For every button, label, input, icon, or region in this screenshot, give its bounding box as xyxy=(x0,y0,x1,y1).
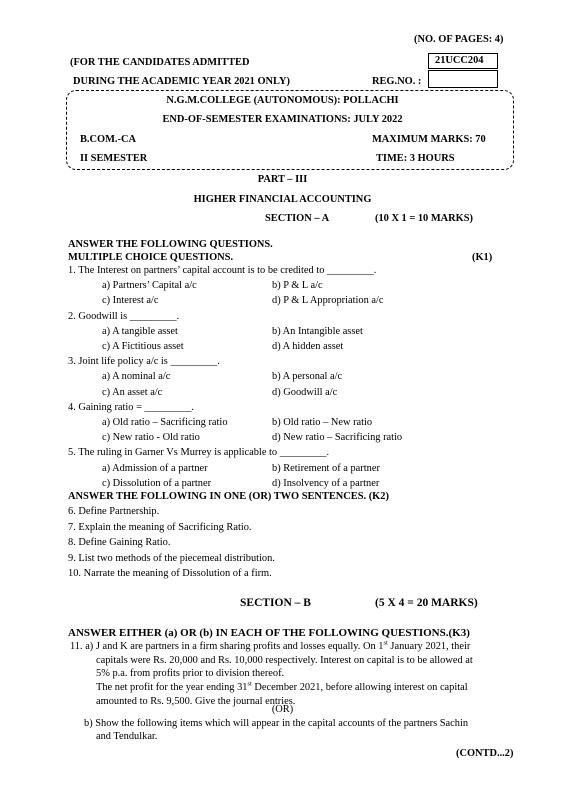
max-marks: MAXIMUM MARKS: 70 xyxy=(372,134,486,145)
mcq-5-option-d: d) Insolvency of a partner xyxy=(272,477,380,489)
candidates-line-2: DURING THE ACADEMIC YEAR 2021 ONLY) xyxy=(73,76,290,87)
section-b-instruction: ANSWER EITHER (a) OR (b) IN EACH OF THE FOLLOWING QUESTIONS.(K3) xyxy=(68,627,470,639)
course-name: B.COM.-CA xyxy=(80,134,136,145)
mcq-5-option-c: c) Dissolution of a partner xyxy=(102,477,212,489)
section-a-instruction: ANSWER THE FOLLOWING QUESTIONS. xyxy=(68,239,273,250)
mcq-question-2: 2. Goodwill is _________. xyxy=(68,310,180,322)
semester: II SEMESTER xyxy=(80,153,148,164)
mcq-2-option-c: c) A Fictitious asset xyxy=(102,341,184,352)
k1-level: (K1) xyxy=(472,252,493,263)
q11a-line-3: 5% p.a. from profits prior to division thereof. xyxy=(96,668,285,679)
continued-note: (CONTD...2) xyxy=(456,748,514,759)
q11b-line-1: b) Show the following items which will appear in the capital accounts of the partners Sachin xyxy=(84,718,469,729)
mcq-2-option-a: a) A tangible asset xyxy=(102,325,178,337)
short-question-8: 8. Define Gaining Ratio. xyxy=(68,537,171,548)
q11a-line-1: 11. a) J and K are partners in a firm sharing profits and losses equally. On 1st January 2021, their xyxy=(70,639,471,652)
mcq-question-1: 1. The Interest on partners’ capital account is to be credited to _________. xyxy=(68,265,377,276)
short-question-9: 9. List two methods of the piecemeal distribution. xyxy=(68,552,275,564)
course-code-box xyxy=(428,53,498,69)
time: TIME: 3 HOURS xyxy=(376,153,455,164)
page-count: (NO. OF PAGES: 4) xyxy=(414,34,504,45)
mcq-question-3: 3. Joint life policy a/c is _________. xyxy=(68,356,220,368)
mcq-question-5: 5. The ruling in Garner Vs Murrey is applicable to _________. xyxy=(68,447,330,459)
mcq-1-option-a: a) Partners’ Capital a/c xyxy=(102,280,197,292)
short-question-7: 7. Explain the meaning of Sacrificing Ratio. xyxy=(68,521,252,533)
mcq-3-option-d: d) Goodwill a/c xyxy=(272,386,338,398)
mcq-heading: MULTIPLE CHOICE QUESTIONS. xyxy=(68,252,234,263)
q11b-line-2: and Tendulkar. xyxy=(96,731,158,742)
candidates-line-1: (FOR THE CANDIDATES ADMITTED xyxy=(70,57,250,68)
q11a-line-5: amounted to Rs. 9,500. Give the journal entries. xyxy=(96,696,296,707)
section-b-title: SECTION – B xyxy=(240,597,311,609)
mcq-3-option-a: a) A nominal a/c xyxy=(102,371,171,383)
mcq-2-option-b: b) An Intangible asset xyxy=(272,325,363,337)
or-separator: (OR) xyxy=(271,704,294,715)
regno-box xyxy=(428,70,498,88)
mcq-2-option-d: d) A hidden asset xyxy=(272,341,344,352)
mcq-4-option-c: c) New ratio - Old ratio xyxy=(102,432,200,444)
course-code: 21UCC204 xyxy=(435,55,484,66)
section-a-marks: (10 X 1 = 10 MARKS) xyxy=(375,213,473,224)
section-b-marks: (5 X 4 = 20 MARKS) xyxy=(375,597,478,609)
q11a-line-4: The net profit for the year ending 31st December 2021, before allowing interest on capital xyxy=(96,680,468,693)
section-a-title: SECTION – A xyxy=(265,213,330,224)
mcq-1-option-c: c) Interest a/c xyxy=(102,295,159,307)
college-name: N.G.M.COLLEGE (AUTONOMOUS): POLLACHI xyxy=(166,95,399,106)
regno-label: REG.NO. : xyxy=(372,76,422,87)
short-question-6: 6. Define Partnership. xyxy=(68,506,160,517)
short-answer-heading: ANSWER THE FOLLOWING IN ONE (OR) TWO SENTENCES. (K2) xyxy=(68,491,389,502)
mcq-1-option-d: d) P & L Appropriation a/c xyxy=(272,295,384,307)
exam-title: END-OF-SEMESTER EXAMINATIONS: JULY 2022 xyxy=(162,114,403,125)
q11a-line-2: capitals were Rs. 20,000 and Rs. 10,000 respectively. Interest on capital is to be allowed at xyxy=(96,655,473,666)
mcq-3-option-b: b) A personal a/c xyxy=(272,371,343,383)
mcq-5-option-a: a) Admission of a partner xyxy=(102,462,208,474)
mcq-5-option-b: b) Retirement of a partner xyxy=(272,462,380,474)
subject-title: HIGHER FINANCIAL ACCOUNTING xyxy=(193,194,372,205)
short-question-10: 10. Narrate the meaning of Dissolution of a firm. xyxy=(68,568,272,579)
mcq-1-option-b: b) P & L a/c xyxy=(272,280,323,292)
mcq-4-option-d: d) New ratio – Sacrificing ratio xyxy=(272,432,403,444)
part-label: PART – III xyxy=(257,174,308,185)
mcq-4-option-a: a) Old ratio – Sacrificing ratio xyxy=(102,417,228,428)
mcq-4-option-b: b) Old ratio – New ratio xyxy=(272,417,373,428)
mcq-3-option-c: c) An asset a/c xyxy=(102,386,163,398)
mcq-question-4: 4. Gaining ratio = _________. xyxy=(68,401,194,413)
